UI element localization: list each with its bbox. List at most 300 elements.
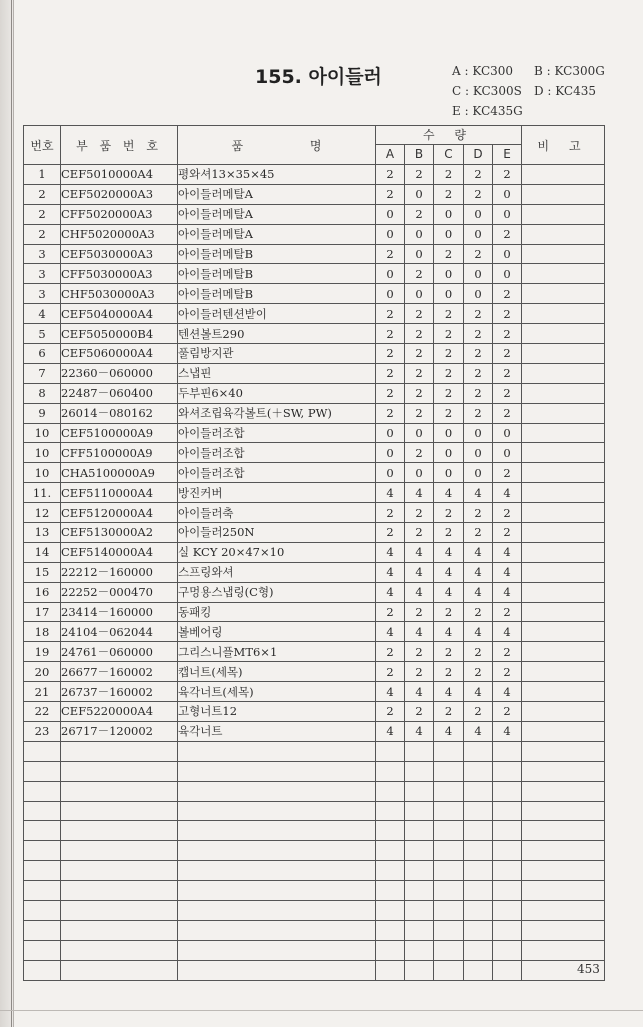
cell-qty-d: 4 (464, 483, 493, 503)
cell-qty-e: 2 (493, 224, 522, 244)
cell-qty-b: 2 (405, 264, 434, 284)
cell-name: 육각너트(세목) (178, 682, 376, 702)
table-row (24, 602, 605, 622)
cell-no: 1 (24, 165, 61, 185)
empty-cell (434, 900, 464, 920)
cell-qty-b: 2 (405, 662, 434, 682)
empty-cell (493, 940, 522, 960)
cell-qty-a: 2 (376, 344, 405, 364)
cell-name: 육각너트 (178, 721, 376, 741)
cell-qty-c: 4 (434, 542, 464, 562)
empty-cell (405, 900, 434, 920)
empty-cell (464, 761, 493, 781)
cell-remarks (522, 344, 605, 364)
table-header (24, 126, 605, 165)
empty-cell (376, 861, 405, 881)
empty-cell (61, 761, 178, 781)
cell-no: 12 (24, 503, 61, 523)
cell-qty-d: 2 (464, 523, 493, 543)
cell-no: 2 (24, 204, 61, 224)
model-d: D : KC435 (534, 84, 597, 98)
cell-qty-b: 2 (405, 523, 434, 543)
cell-qty-c: 2 (434, 184, 464, 204)
cell-qty-c: 4 (434, 483, 464, 503)
cell-qty-a: 2 (376, 165, 405, 185)
empty-cell (376, 940, 405, 960)
table-row (24, 503, 605, 523)
model-c: C : KC300S (452, 84, 522, 98)
cell-qty-d: 0 (464, 423, 493, 443)
empty-cell (24, 861, 61, 881)
cell-qty-c: 4 (434, 582, 464, 602)
cell-part-no: 22212－160000 (61, 562, 178, 582)
empty-row (24, 781, 605, 801)
cell-qty-a: 2 (376, 363, 405, 383)
header-name-b: 명 (309, 138, 322, 153)
cell-qty-d: 2 (464, 383, 493, 403)
cell-part-no: CEF5020000A3 (61, 184, 178, 204)
cell-part-no: CEF5030000A3 (61, 244, 178, 264)
cell-name: 아이들러메탈A (178, 184, 376, 204)
empty-cell (522, 841, 605, 861)
binding-line-inner (13, 0, 14, 1027)
cell-part-no: CFF5100000A9 (61, 443, 178, 463)
cell-name: 스프링와셔 (178, 562, 376, 582)
empty-cell (405, 741, 434, 761)
empty-cell (522, 900, 605, 920)
empty-cell (493, 821, 522, 841)
cell-no: 14 (24, 542, 61, 562)
cell-qty-a: 2 (376, 503, 405, 523)
empty-cell (522, 761, 605, 781)
table-body (24, 165, 605, 981)
cell-remarks (522, 602, 605, 622)
page-number: 453 (577, 962, 600, 976)
cell-qty-b: 2 (405, 403, 434, 423)
header-no: 번호 (24, 126, 61, 165)
empty-cell (464, 801, 493, 821)
cell-remarks (522, 403, 605, 423)
cell-qty-b: 2 (405, 363, 434, 383)
cell-name: 아이들러메탈B (178, 244, 376, 264)
cell-qty-a: 2 (376, 244, 405, 264)
header-name (178, 126, 376, 165)
empty-row (24, 741, 605, 761)
cell-qty-e: 2 (493, 662, 522, 682)
empty-row (24, 881, 605, 901)
cell-no: 10 (24, 443, 61, 463)
header-col-a: A (376, 144, 405, 164)
cell-qty-c: 2 (434, 503, 464, 523)
empty-cell (493, 881, 522, 901)
empty-cell (405, 920, 434, 940)
cell-no: 13 (24, 523, 61, 543)
cell-remarks (522, 443, 605, 463)
empty-cell (178, 761, 376, 781)
empty-cell (434, 781, 464, 801)
empty-row (24, 960, 605, 980)
cell-part-no: CFF5020000A3 (61, 204, 178, 224)
empty-cell (405, 781, 434, 801)
cell-qty-e: 0 (493, 184, 522, 204)
cell-qty-d: 2 (464, 363, 493, 383)
empty-cell (376, 781, 405, 801)
cell-name: 캡너트(세목) (178, 662, 376, 682)
cell-name: 와셔조립육각볼트(＋SW, PW) (178, 403, 376, 423)
cell-no: 16 (24, 582, 61, 602)
empty-cell (376, 960, 405, 980)
cell-remarks (522, 324, 605, 344)
cell-qty-b: 4 (405, 721, 434, 741)
cell-qty-d: 0 (464, 463, 493, 483)
cell-qty-b: 4 (405, 483, 434, 503)
empty-cell (178, 960, 376, 980)
cell-name: 풀림방지관 (178, 344, 376, 364)
empty-cell (61, 821, 178, 841)
cell-qty-a: 0 (376, 224, 405, 244)
cell-remarks (522, 383, 605, 403)
empty-cell (464, 881, 493, 901)
empty-cell (434, 741, 464, 761)
cell-remarks (522, 224, 605, 244)
empty-cell (493, 801, 522, 821)
table-row (24, 622, 605, 642)
cell-qty-c: 2 (434, 304, 464, 324)
cell-qty-c: 0 (434, 423, 464, 443)
empty-cell (522, 861, 605, 881)
table-row (24, 284, 605, 304)
cell-qty-e: 2 (493, 463, 522, 483)
cell-qty-e: 2 (493, 383, 522, 403)
cell-qty-c: 2 (434, 344, 464, 364)
cell-remarks (522, 204, 605, 224)
table-row (24, 702, 605, 722)
cell-qty-a: 2 (376, 702, 405, 722)
empty-cell (376, 841, 405, 861)
table-row (24, 264, 605, 284)
empty-cell (522, 801, 605, 821)
cell-part-no: 22252－000470 (61, 582, 178, 602)
cell-qty-e: 0 (493, 423, 522, 443)
cell-qty-a: 0 (376, 443, 405, 463)
cell-qty-c: 0 (434, 204, 464, 224)
empty-cell (493, 781, 522, 801)
cell-part-no: CEF5120000A4 (61, 503, 178, 523)
cell-remarks (522, 463, 605, 483)
cell-remarks (522, 622, 605, 642)
table-row (24, 523, 605, 543)
model-b: B : KC300G (534, 64, 605, 78)
empty-cell (376, 741, 405, 761)
cell-remarks (522, 483, 605, 503)
cell-qty-c: 0 (434, 264, 464, 284)
cell-qty-a: 2 (376, 602, 405, 622)
cell-no: 17 (24, 602, 61, 622)
empty-cell (24, 841, 61, 861)
table-row (24, 204, 605, 224)
cell-qty-b: 4 (405, 622, 434, 642)
table-row (24, 363, 605, 383)
cell-qty-c: 2 (434, 702, 464, 722)
cell-qty-b: 4 (405, 582, 434, 602)
cell-qty-e: 2 (493, 602, 522, 622)
empty-cell (178, 781, 376, 801)
header-col-e: E (493, 144, 522, 164)
cell-no: 6 (24, 344, 61, 364)
cell-qty-c: 2 (434, 363, 464, 383)
cell-part-no: CFF5030000A3 (61, 264, 178, 284)
empty-cell (24, 920, 61, 940)
empty-cell (61, 940, 178, 960)
cell-qty-b: 0 (405, 463, 434, 483)
cell-qty-d: 2 (464, 602, 493, 622)
cell-qty-e: 2 (493, 642, 522, 662)
cell-remarks (522, 244, 605, 264)
empty-cell (464, 781, 493, 801)
cell-qty-a: 4 (376, 483, 405, 503)
cell-name: 아이들러조합 (178, 423, 376, 443)
empty-cell (464, 920, 493, 940)
cell-name: 두부핀6×40 (178, 383, 376, 403)
cell-qty-a: 4 (376, 721, 405, 741)
cell-name: 그리스니플MT6×1 (178, 642, 376, 662)
cell-qty-b: 2 (405, 204, 434, 224)
empty-cell (376, 920, 405, 940)
cell-no: 2 (24, 224, 61, 244)
cell-no: 10 (24, 423, 61, 443)
cell-qty-d: 0 (464, 264, 493, 284)
empty-cell (376, 761, 405, 781)
empty-cell (61, 881, 178, 901)
cell-qty-d: 0 (464, 204, 493, 224)
empty-cell (434, 801, 464, 821)
cell-qty-e: 0 (493, 244, 522, 264)
cell-qty-b: 2 (405, 443, 434, 463)
table-row (24, 403, 605, 423)
cell-qty-d: 0 (464, 443, 493, 463)
cell-qty-e: 0 (493, 264, 522, 284)
cell-qty-c: 4 (434, 721, 464, 741)
empty-row (24, 761, 605, 781)
empty-cell (464, 940, 493, 960)
cell-part-no: CEF5040000A4 (61, 304, 178, 324)
cell-qty-c: 2 (434, 165, 464, 185)
cell-part-no: 26014－080162 (61, 403, 178, 423)
cell-qty-c: 4 (434, 562, 464, 582)
empty-cell (376, 881, 405, 901)
cell-qty-b: 0 (405, 224, 434, 244)
empty-cell (464, 841, 493, 861)
cell-no: 3 (24, 284, 61, 304)
cell-remarks (522, 503, 605, 523)
cell-no: 21 (24, 682, 61, 702)
cell-qty-c: 0 (434, 463, 464, 483)
cell-qty-d: 4 (464, 562, 493, 582)
cell-qty-b: 2 (405, 344, 434, 364)
cell-no: 5 (24, 324, 61, 344)
cell-qty-d: 4 (464, 682, 493, 702)
cell-qty-b: 2 (405, 503, 434, 523)
cell-name: 텐션볼트290 (178, 324, 376, 344)
cell-remarks (522, 284, 605, 304)
cell-qty-e: 2 (493, 702, 522, 722)
empty-cell (464, 861, 493, 881)
empty-cell (178, 841, 376, 861)
cell-name: 볼베어링 (178, 622, 376, 642)
empty-cell (522, 920, 605, 940)
cell-qty-e: 0 (493, 443, 522, 463)
cell-qty-a: 4 (376, 682, 405, 702)
empty-cell (493, 861, 522, 881)
cell-qty-d: 2 (464, 344, 493, 364)
cell-qty-e: 2 (493, 324, 522, 344)
cell-qty-a: 2 (376, 523, 405, 543)
cell-no: 3 (24, 264, 61, 284)
empty-cell (61, 900, 178, 920)
cell-qty-a: 2 (376, 324, 405, 344)
cell-qty-d: 2 (464, 702, 493, 722)
empty-cell (522, 940, 605, 960)
model-a: A : KC300 (452, 64, 514, 78)
cell-qty-b: 2 (405, 304, 434, 324)
cell-qty-c: 0 (434, 284, 464, 304)
cell-qty-d: 2 (464, 662, 493, 682)
cell-name: 아이들러조합 (178, 463, 376, 483)
empty-cell (434, 940, 464, 960)
cell-part-no: CEF5220000A4 (61, 702, 178, 722)
cell-name: 아이들러메탈A (178, 224, 376, 244)
empty-cell (24, 781, 61, 801)
cell-qty-c: 2 (434, 403, 464, 423)
cell-part-no: CHF5030000A3 (61, 284, 178, 304)
cell-qty-b: 4 (405, 562, 434, 582)
empty-cell (434, 761, 464, 781)
header-qty: 수 량 (376, 126, 522, 145)
cell-qty-c: 2 (434, 383, 464, 403)
cell-part-no: 26677－160002 (61, 662, 178, 682)
empty-cell (464, 821, 493, 841)
cell-name: 평와셔13×35×45 (178, 165, 376, 185)
cell-part-no: CHF5020000A3 (61, 224, 178, 244)
cell-name: 구멍용스냅링(C형) (178, 582, 376, 602)
header-name-a: 품 (231, 138, 244, 153)
empty-cell (24, 821, 61, 841)
empty-cell (61, 920, 178, 940)
cell-qty-d: 4 (464, 582, 493, 602)
empty-cell (24, 960, 61, 980)
cell-qty-d: 2 (464, 503, 493, 523)
empty-cell (405, 861, 434, 881)
empty-cell (24, 881, 61, 901)
empty-cell (61, 741, 178, 761)
cell-no: 19 (24, 642, 61, 662)
empty-cell (434, 861, 464, 881)
table-row (24, 582, 605, 602)
cell-qty-a: 0 (376, 463, 405, 483)
cell-name: 아이들러메탈B (178, 264, 376, 284)
empty-cell (61, 841, 178, 861)
cell-qty-c: 4 (434, 622, 464, 642)
empty-cell (178, 821, 376, 841)
empty-cell (178, 741, 376, 761)
empty-cell (61, 781, 178, 801)
cell-qty-e: 4 (493, 721, 522, 741)
empty-row (24, 801, 605, 821)
cell-qty-b: 0 (405, 184, 434, 204)
empty-cell (434, 920, 464, 940)
table-row (24, 682, 605, 702)
header-col-b: B (405, 144, 434, 164)
empty-cell (178, 940, 376, 960)
cell-part-no: 26717－120002 (61, 721, 178, 741)
cell-remarks (522, 702, 605, 722)
empty-cell (405, 841, 434, 861)
empty-cell (61, 801, 178, 821)
empty-cell (24, 761, 61, 781)
cell-part-no: CEF5050000B4 (61, 324, 178, 344)
empty-cell (522, 821, 605, 841)
cell-name: 동패킹 (178, 602, 376, 622)
cell-qty-c: 0 (434, 224, 464, 244)
cell-name: 아이들러메탈B (178, 284, 376, 304)
cell-qty-e: 4 (493, 622, 522, 642)
binding-line (11, 0, 12, 1027)
cell-qty-a: 2 (376, 383, 405, 403)
cell-qty-a: 4 (376, 582, 405, 602)
cell-no: 7 (24, 363, 61, 383)
cell-qty-c: 4 (434, 682, 464, 702)
cell-remarks (522, 542, 605, 562)
cell-part-no: CEF5130000A2 (61, 523, 178, 543)
empty-cell (405, 821, 434, 841)
cell-qty-e: 2 (493, 284, 522, 304)
cell-name: 실 KCY 20×47×10 (178, 542, 376, 562)
cell-part-no: 22487－060400 (61, 383, 178, 403)
cell-qty-e: 2 (493, 403, 522, 423)
cell-qty-d: 4 (464, 622, 493, 642)
empty-cell (178, 801, 376, 821)
empty-cell (493, 920, 522, 940)
header-col-d: D (464, 144, 493, 164)
empty-cell (493, 761, 522, 781)
cell-qty-d: 2 (464, 403, 493, 423)
empty-cell (493, 741, 522, 761)
cell-part-no: 23414－160000 (61, 602, 178, 622)
empty-cell (464, 741, 493, 761)
cell-qty-e: 4 (493, 582, 522, 602)
cell-no: 2 (24, 184, 61, 204)
cell-no: 10 (24, 463, 61, 483)
cell-part-no: 24761－060000 (61, 642, 178, 662)
empty-cell (434, 881, 464, 901)
cell-qty-d: 2 (464, 184, 493, 204)
cell-no: 20 (24, 662, 61, 682)
table-row (24, 165, 605, 185)
empty-cell (434, 960, 464, 980)
empty-cell (61, 861, 178, 881)
cell-no: 9 (24, 403, 61, 423)
empty-cell (178, 881, 376, 901)
cell-qty-c: 2 (434, 642, 464, 662)
cell-part-no: CEF5110000A4 (61, 483, 178, 503)
empty-cell (405, 801, 434, 821)
cell-qty-d: 4 (464, 721, 493, 741)
cell-part-no: CEF5140000A4 (61, 542, 178, 562)
cell-remarks (522, 165, 605, 185)
cell-name: 아이들러텐션받이 (178, 304, 376, 324)
cell-qty-a: 0 (376, 264, 405, 284)
cell-qty-a: 4 (376, 622, 405, 642)
